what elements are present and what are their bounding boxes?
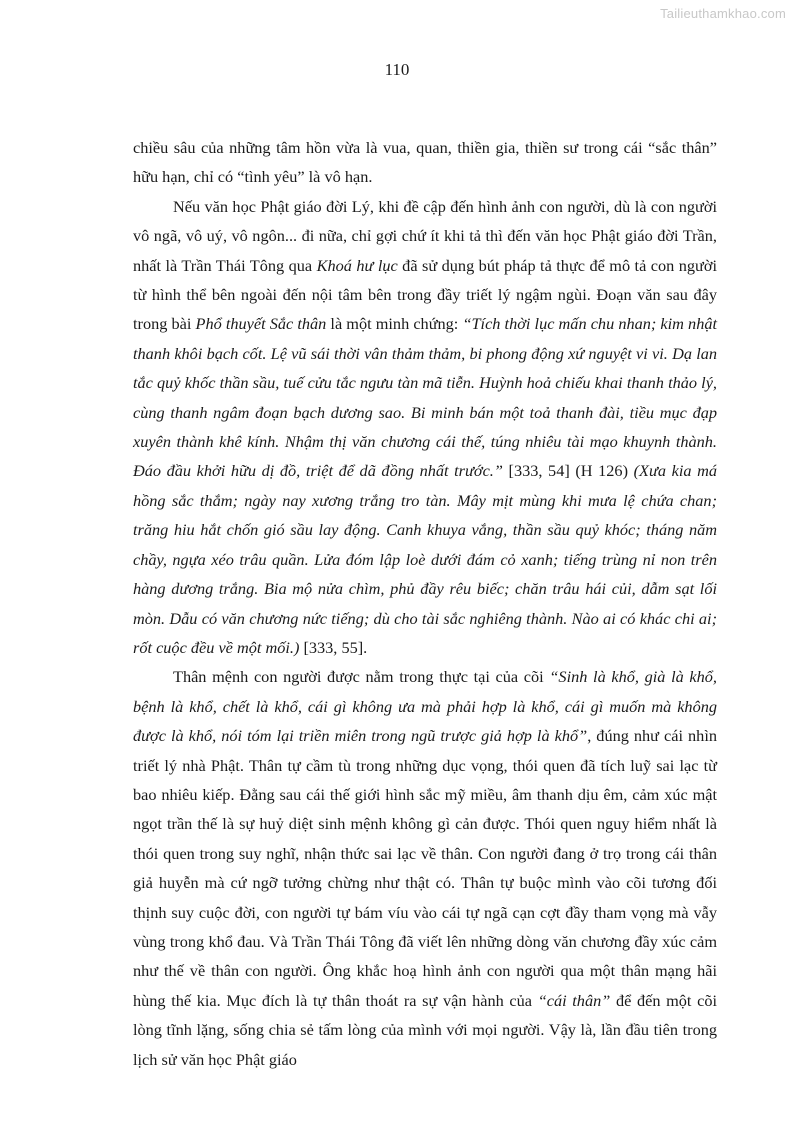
- italic-text-run: Phổ thuyết Sắc thân: [195, 314, 327, 334]
- page-number: 110: [384, 60, 410, 79]
- paragraph-3: [133, 662, 717, 1074]
- document-body: [133, 133, 717, 1074]
- italic-text-run: “Sinh là khổ, già là khổ, bệnh là khổ, chết là khổ, cái gì không ưa mà phải hợp là khổ, cái gì muốn mà không được là khổ, nói tóm lại triền miên trong ngũ trược giả hợp là khổ”: [133, 667, 717, 746]
- italic-text-run: “cái thân”: [537, 990, 611, 1010]
- watermark-text: Tailieuthamkhao.com: [660, 6, 786, 21]
- italic-text-run: Khoá hư lục: [316, 255, 398, 275]
- italic-text-run: “Tích thời lục mấn chu nhan; kim nhật thanh khôi bạch cốt. Lệ vũ sái thời vân thảm thảm, bi phong động xứ nguyệt vi vi. Dạ lan tắc quỷ khốc thần sầu, tuế cửu tắc ngưu tàn mã tiễn. Huỳnh hoả chiếu khai thanh thảo lý, cùng thanh ngâm đoạn bạch dương sao. Bi minh bán một toả thanh đài, tiều mục đạp xuyên thành khê kính. Nhậm thị văn chương cái thế, túng nhiêu tài mạo khuynh thành. Đáo đầu khởi hữu dị đồ, triệt để dã đồng nhất trước.”: [133, 314, 717, 481]
- text-run: Thân mệnh con người được nằm trong thực tại của cõi: [173, 667, 550, 687]
- text-run: [333, 54] (H 126): [502, 461, 634, 481]
- paragraph-1: [133, 133, 717, 192]
- text-run: chiều sâu của những tâm hồn vừa là vua, quan, thiền gia, thiền sư trong cái “sắc thân” hữu hạn, chỉ có “tình yêu” là vô hạn.: [133, 138, 717, 187]
- paragraph-2: [133, 192, 717, 663]
- italic-text-run: (Xưa kia má hồng sắc thắm; ngày nay xương trắng tro tàn. Mây mịt mùng khi mưa lệ chứa chan; trăng hiu hắt chốn gió sầu lay động. Canh khuya vắng, thần sầu quỷ khóc; tháng năm chầy, ngựa xéo trâu quần. Lửa đóm lập loè dưới đám cỏ xanh; tiếng trùng nỉ non trên hàng dương trắng. Bia mộ nửa chìm, phủ đầy rêu biếc; chăn trâu hái củi, dẫm sạt lối mòn. Dẫu có văn chương nức tiếng; dù cho tài sắc nghiêng thành. Nào ai có khác chi ai; rốt cuộc đều về một mối.): [133, 461, 717, 657]
- text-run: , đúng như cái nhìn triết lý nhà Phật. Thân tự cầm tù trong những dục vọng, thói quen đã tích luỹ sai lạc từ bao nhiêu kiếp. Đằng sau cái thế giới hình sắc mỹ miều, âm thanh dịu êm, cảm xúc mật ngọt trần thế là sự huỷ diệt sinh mệnh không gì cản được. Thói quen nguy hiểm nhất là thói quen trong suy nghĩ, nhận thức sai lạc về thân. Con người đang ở trọ trong cái thân giả huyễn mà cứ ngỡ tưởng chừng như thật có. Thân tự buộc mình vào cõi tương đối thịnh suy cuộc đời, con người tự bám víu vào cái tự ngã cạn cợt đầy tham vọng mà vẫy vùng trong khổ đau. Và Trần Thái Tông đã viết lên những dòng văn chương đầy xúc cảm như thế về thân con người. Ông khắc hoạ hình ảnh con người qua một thân mạng hãi hùng thế kia. Mục đích là tự thân thoát ra sự vận hành của: [133, 726, 717, 1010]
- text-run: để đến một cõi lòng tĩnh lặng, sống chia sẻ tấm lòng của mình với mọi người. Vậy là, lần đầu tiên trong lịch sử văn học Phật giáo: [133, 990, 718, 1069]
- text-run: đã sử dụng bút pháp tả thực để mô tả con người từ hình thể bên ngoài đến nội tâm bên trong đầy triết lý ngậm ngùi. Đoạn văn sau đây trong bài: [133, 255, 717, 334]
- text-run: Nếu văn học Phật giáo đời Lý, khi đề cập đến hình ảnh con người, dù là con người vô ngã, vô uý, vô ngôn... đi nữa, chỉ gợi chứ ít khi tả thì đến văn học Phật giáo đời Trần, nhất là Trần Thái Tông qua: [133, 196, 717, 275]
- text-run: là một minh chứng:: [326, 314, 463, 334]
- text-run: [333, 55].: [299, 637, 368, 657]
